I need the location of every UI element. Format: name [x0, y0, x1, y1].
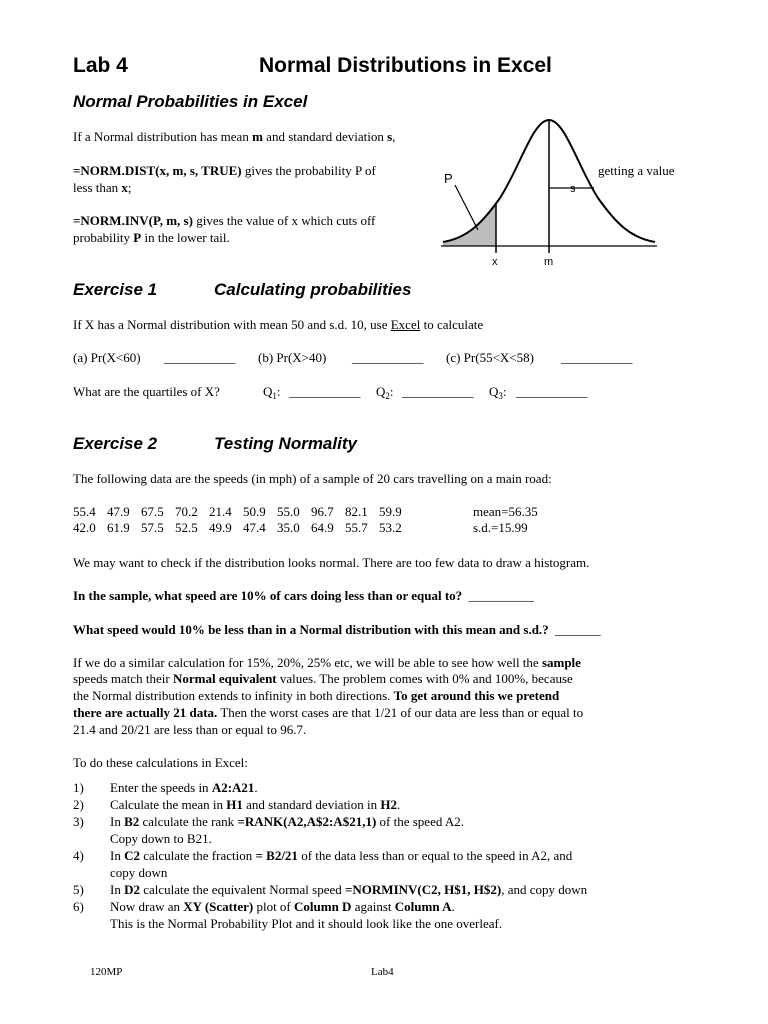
speed-cell: 67.5 — [141, 504, 164, 519]
exercise-1-intro: If X has a Normal distribution with mean 50 and s.d. 10, use Excel to calculate — [73, 317, 484, 332]
step-2: 2) Calculate the mean in H1 and standard deviation in H2. — [73, 797, 401, 812]
norminv-line: =NORM.INV(P, m, s) gives the value of x which cuts off — [73, 213, 376, 228]
speed-cell: 57.5 — [141, 520, 164, 535]
footer-page-label: Lab4 — [371, 966, 394, 978]
step-3-continued: Copy down to B21. — [110, 831, 212, 846]
exercise-2-intro: The following data are the speeds (in mph) of a sample of 20 cars travelling on a main road: — [73, 471, 552, 486]
speed-cell: 53.2 — [379, 520, 402, 535]
sd-value: s.d.=15.99 — [473, 520, 528, 535]
speeds-row-2 — [73, 520, 538, 536]
speed-cell: 35.0 — [277, 520, 300, 535]
speed-cell: 82.1 — [345, 504, 368, 519]
speed-cell: 61.9 — [107, 520, 130, 535]
speed-cell: 55.0 — [277, 504, 300, 519]
excel-link: Excel — [390, 317, 421, 332]
p-pointer — [455, 185, 478, 230]
exercise-1-title: Calculating probabilities — [214, 280, 412, 299]
speed-cell: 47.9 — [107, 504, 130, 519]
label-m: m — [544, 256, 554, 268]
paragraph-line-1: If we do a similar calculation for 15%, 20%, 25% etc, we will be able to see how well the sample — [73, 655, 581, 670]
answer-blank-normal-10[interactable]: _______ — [555, 622, 601, 637]
speeds-table — [73, 504, 538, 536]
paragraph-line-5: 21.4 and 20/21 are less than or equal to 96.7. — [73, 722, 307, 737]
page-title: Normal Distributions in Excel — [259, 54, 552, 77]
label-x: x — [492, 256, 498, 268]
step-3: 3) In B2 calculate the rank =RANK(A2,A$2:A$21,1) of the speed A2. — [73, 814, 465, 829]
answer-blank-c[interactable]: ___________ — [561, 350, 633, 365]
footer-course-code: 120MP — [90, 966, 123, 978]
speeds-row-1 — [73, 504, 538, 520]
normal-curve-diagram — [438, 112, 662, 270]
mean-value: mean=56.35 — [473, 504, 538, 519]
normdist-line-continued: getting a value — [598, 163, 675, 178]
step-1: 1) Enter the speeds in A2:A21. — [73, 780, 258, 795]
speed-cell: 59.9 — [379, 504, 402, 519]
step-5: 5) In D2 calculate the equivalent Normal speed =NORMINV(C2, H$1, H$2), and copy down — [73, 882, 588, 897]
answer-blank-q1[interactable]: ___________ — [289, 384, 361, 399]
lab-number: Lab 4 — [73, 54, 128, 77]
step-4-continued: copy down — [110, 865, 168, 880]
speed-cell: 55.7 — [345, 520, 368, 535]
paragraph-line-4: there are actually 21 data. Then the worst cases are that 1/21 of our data are less than or equal to — [73, 705, 584, 720]
norminv-line-2: probability P in the lower tail. — [73, 230, 230, 245]
speed-cell: 96.7 — [311, 504, 334, 519]
speed-cell: 49.9 — [209, 520, 232, 535]
normdist-line-2: less than x; — [73, 180, 132, 195]
quartile-3: $Q_3$: — [489, 384, 507, 401]
quartiles-question: What are the quartiles of X? — [73, 384, 220, 399]
normdist-line: =NORM.DIST(x, m, s, TRUE) gives the probability P of — [73, 163, 376, 178]
exercise-1-number: Exercise 1 — [73, 280, 158, 299]
quartile-2: $Q_2$: — [376, 384, 394, 401]
step-6: 6) Now draw an XY (Scatter) plot of Column D against Column A. — [73, 899, 455, 914]
quartile-1: $Q_1$: — [263, 384, 281, 401]
step-4: 4) In C2 calculate the fraction = B2/21 of the data less than or equal to the speed in A2, and — [73, 848, 573, 863]
question-a: (a) Pr(X<60) — [73, 350, 141, 365]
speed-cell: 52.5 — [175, 520, 198, 535]
exercise-2-title: Testing Normality — [214, 434, 357, 453]
label-s: s — [570, 183, 576, 195]
paragraph-line-3: the Normal distribution extends to infinity in both directions. To get around this we pretend — [73, 688, 560, 703]
norminv-formula: =NORM.INV(P, m, s) — [73, 213, 193, 228]
check-normal-text: We may want to check if the distribution looks normal. There are too few data to draw a histogram. — [73, 555, 590, 570]
label-p: P — [444, 171, 453, 186]
speed-cell: 55.4 — [73, 504, 96, 519]
speed-cell: 64.9 — [311, 520, 334, 535]
paragraph-line-2: speeds match their Normal equivalent values. The problem comes with 0% and 100%, because — [73, 671, 573, 686]
answer-blank-a[interactable]: ___________ — [164, 350, 236, 365]
answer-blank-sample-10[interactable]: __________ — [468, 588, 534, 603]
speed-cell: 42.0 — [73, 520, 96, 535]
bold-question-1: In the sample, what speed are 10% of cars doing less than or equal to? __________ — [73, 588, 534, 603]
speed-cell: 50.9 — [243, 504, 266, 519]
answer-blank-q2[interactable]: ___________ — [402, 384, 474, 399]
todo-heading: To do these calculations in Excel: — [73, 755, 248, 770]
section-heading-normal-probabilities: Normal Probabilities in Excel — [73, 92, 308, 111]
answer-blank-b[interactable]: ___________ — [352, 350, 424, 365]
bold-question-2: What speed would 10% be less than in a Normal distribution with this mean and s.d.? _______ — [73, 622, 601, 637]
speed-cell: 47.4 — [243, 520, 266, 535]
normdist-formula: =NORM.DIST(x, m, s, TRUE) — [73, 163, 242, 178]
intro-line-1: If a Normal distribution has mean m and standard deviation s, — [73, 129, 396, 144]
step-6-continued: This is the Normal Probability Plot and it should look like the one overleaf. — [110, 916, 503, 931]
question-b: (b) Pr(X>40) — [258, 350, 327, 365]
speed-cell: 21.4 — [209, 504, 232, 519]
speed-cell: 70.2 — [175, 504, 198, 519]
answer-blank-q3[interactable]: ___________ — [516, 384, 588, 399]
question-c: (c) Pr(55<X<58) — [446, 350, 534, 365]
exercise-2-number: Exercise 2 — [73, 434, 158, 453]
